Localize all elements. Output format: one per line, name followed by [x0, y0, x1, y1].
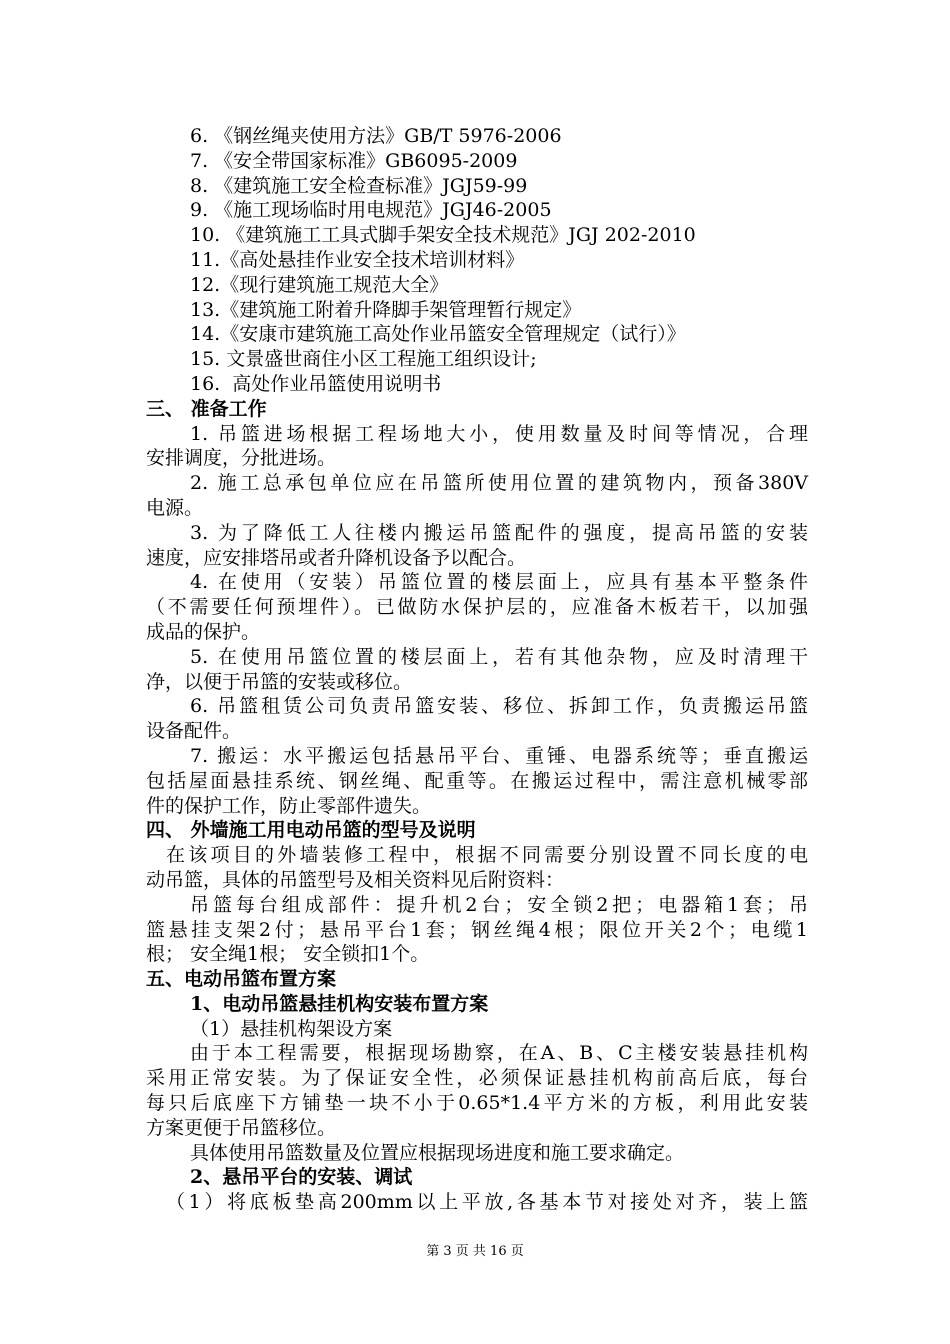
reference-item: 6. 《钢丝绳夹使用方法》GB/T 5976-2006 [190, 125, 562, 147]
paragraph-line: 吊篮每台组成部件：提升机2台；安全锁2把；电器箱1套；吊 [190, 893, 808, 916]
section-heading-preparation: 三、 准备工作 [146, 397, 267, 420]
subsection-item: （1）悬挂机构架设方案 [190, 1017, 393, 1040]
paragraph-line: 3. 为了降低工人往楼内搬运吊篮配件的强度，提高吊篮的安装 [190, 521, 808, 544]
paragraph-line: 安排调度，分批进场。 [146, 447, 337, 470]
page-footer: 第 3 页 共 16 页 [426, 1244, 524, 1259]
paragraph-line: 包括屋面悬挂系统、钢丝绳、配重等。在搬运过程中，需注意机械零部 [146, 769, 808, 792]
paragraph-line: 净，以便于吊篮的安装或移位。 [146, 670, 413, 693]
reference-item: 15. 文景盛世商住小区工程施工组织设计; [190, 348, 537, 371]
paragraph-line: 动吊篮，具体的吊篮型号及相关资料见后附资料： [146, 868, 565, 891]
paragraph-line: 5. 在使用吊篮位置的楼层面上，若有其他杂物，应及时清理干 [190, 645, 808, 668]
paragraph-line: 篮悬挂支架2付；悬吊平台1套；钢丝绳4根；限位开关2个；电缆1 [146, 918, 808, 941]
subsection-heading-platform: 2、悬吊平台的安装、调试 [190, 1166, 413, 1189]
reference-item: 8. 《建筑施工安全检查标准》JGJ59-99 [190, 174, 528, 197]
reference-item: 13.《建筑施工附着升降脚手架管理暂行规定》 [190, 298, 582, 321]
paragraph-line: 1. 吊篮进场根据工程场地大小，使用数量及时间等情况，合理 [190, 422, 808, 445]
reference-item: 10. 《建筑施工工具式脚手架安全技术规范》JGJ 202-2010 [190, 224, 696, 247]
paragraph-line: 方案更便于吊篮移位。 [146, 1116, 337, 1139]
reference-item: 9. 《施工现场临时用电规范》JGJ46-2005 [190, 199, 552, 222]
paragraph-line: 具体使用吊篮数量及位置应根据现场进度和施工要求确定。 [190, 1141, 685, 1164]
paragraph-line: 成品的保护。 [146, 620, 261, 643]
subsection-heading-suspension: 1、电动吊篮悬挂机构安装布置方案 [190, 992, 489, 1015]
reference-item: 14.《安康市建筑施工高处作业吊篮安全管理规定（试行）》 [190, 323, 686, 346]
reference-item: 16. 高处作业吊篮使用说明书 [190, 372, 442, 395]
paragraph-line: 6. 吊篮租赁公司负责吊篮安装、移位、拆卸工作，负责搬运吊篮 [190, 695, 808, 718]
reference-item: 7. 《安全带国家标准》GB6095-2009 [190, 149, 518, 172]
paragraph-line: 采用正常安装。为了保证安全性，必须保证悬挂机构前高后底，每台 [146, 1067, 808, 1090]
body-text [146, 124, 808, 1215]
paragraph-line: 每只后底座下方铺垫一块不小于0.65*1.4平方米的方板，利用此安装 [146, 1092, 808, 1115]
section-heading-layout-plan: 五、电动吊篮布置方案 [146, 968, 337, 991]
paragraph-line: 件的保护工作，防止零部件遗失。 [146, 794, 432, 817]
paragraph-line: 设备配件。 [146, 720, 242, 743]
paragraph-line: 速度，应安排塔吊或者升降机设备予以配合。 [146, 546, 527, 569]
section-heading-basket-model: 四、 外墙施工用电动吊篮的型号及说明 [146, 819, 476, 842]
paragraph-line: 2. 施工总承包单位应在吊篮所使用位置的建筑物内，预备380V [190, 472, 808, 495]
paragraph-line: （不需要任何预埋件）。已做防水保护层的，应准备木板若干，以加强 [146, 596, 808, 619]
paragraph-line: 在该项目的外墙装修工程中，根据不同需要分别设置不同长度的电 [166, 844, 808, 867]
paragraph-line: 由于本工程需要，根据现场勘察，在A、B、C主楼安装悬挂机构 [190, 1042, 808, 1065]
paragraph-line: （1）将底板垫高200mm以上平放,各基本节对接处对齐，装上篮 [166, 1191, 808, 1214]
paragraph-line: 根； 安全绳1根； 安全锁扣1个。 [146, 943, 430, 966]
paragraph-line: 4. 在使用（安装）吊篮位置的楼层面上，应具有基本平整条件 [190, 571, 808, 594]
reference-item: 11.《高处悬挂作业安全技术培训材料》 [190, 248, 525, 271]
paragraph-line: 7. 搬运：水平搬运包括悬吊平台、重锤、电器系统等；垂直搬运 [190, 744, 808, 767]
reference-item: 12.《现行建筑施工规范大全》 [190, 273, 449, 296]
paragraph-line: 电源。 [146, 496, 204, 519]
